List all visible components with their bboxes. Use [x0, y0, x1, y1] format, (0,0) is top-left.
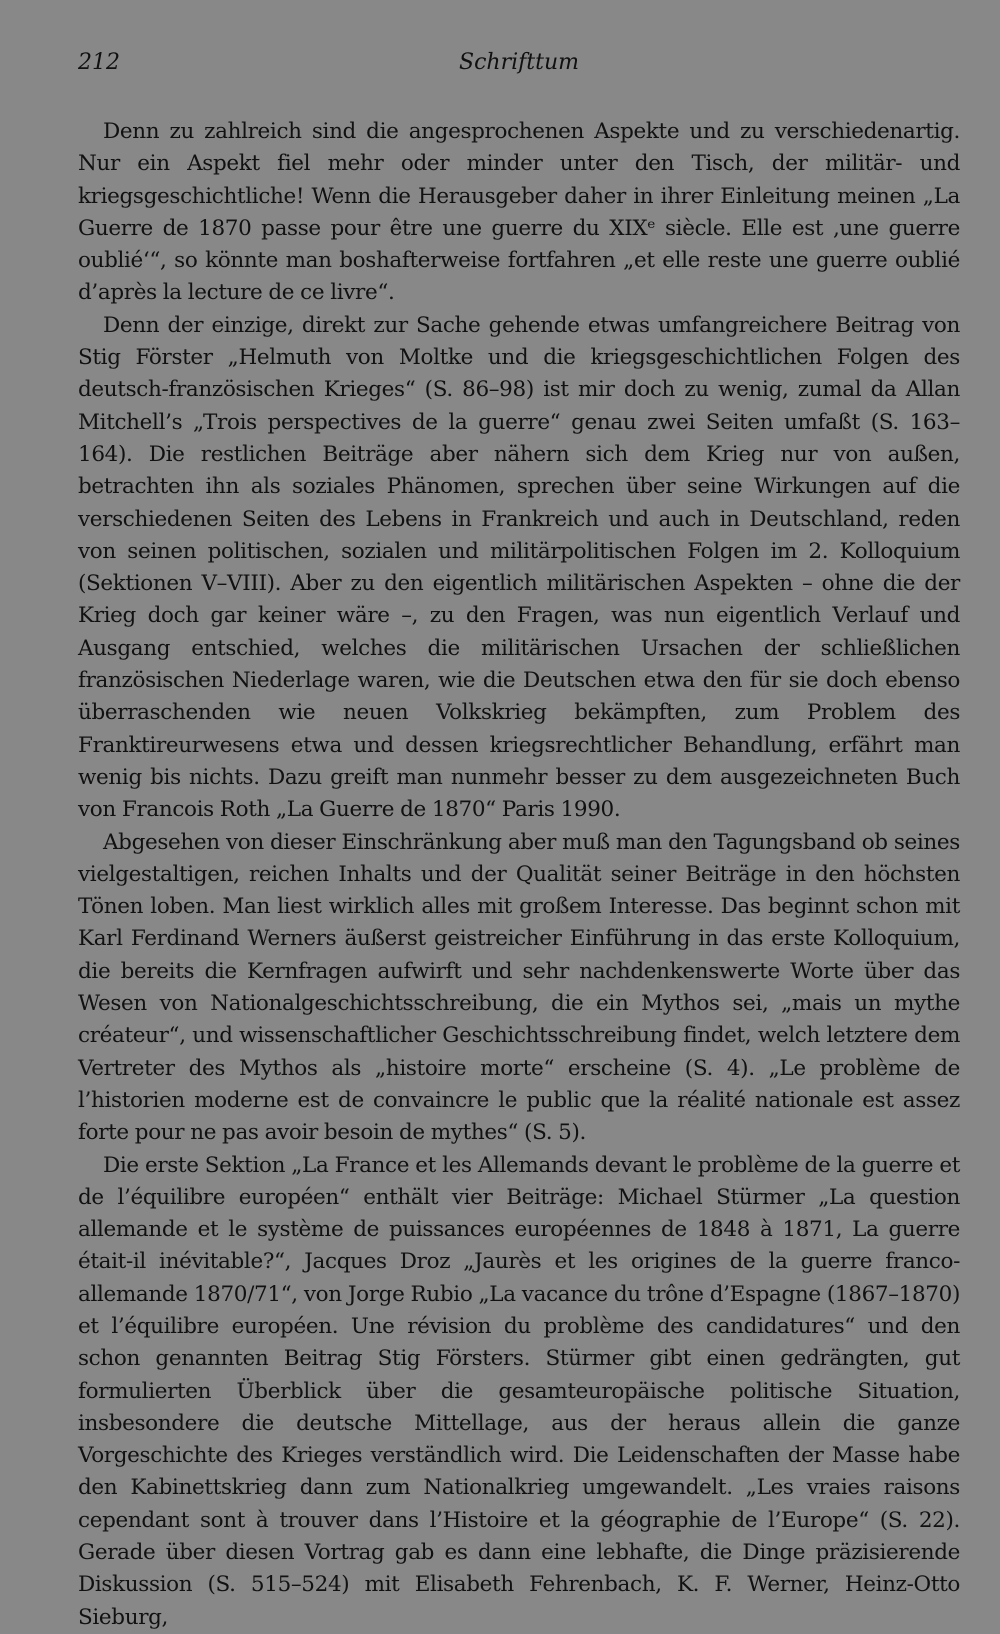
paragraph: Denn der einzige, direkt zur Sache gehende etwas umfangreichere Beitrag von Stig Förster „Helmuth von Moltke und die kriegsgeschichtlichen Folgen des deutsch-französischen Krieges“ (S. 86–98) ist mir doch zu wenig, zumal da Allan Mitchell’s „Trois perspectives de la guerre“ genau zwei Seiten umfaßt (S. 163–164). Die restlichen Beiträge aber nähern sich dem Krieg nur von außen, betrachten ihn als soziales Phänomen, sprechen über seine Wirkungen auf die verschiedenen Seiten des Lebens in Frankreich und auch in Deutschland, reden von seinen politischen, sozialen und militärpolitischen Folgen im 2. Kolloquium (Sektionen V–VIII). Aber zu den eigentlich militärischen Aspekten – ohne die der Krieg doch gar keiner wäre –, zu den Fragen, was nun eigentlich Verlauf und Ausgang entschied, welches die militärischen Ursachen der schließlichen französischen Niederlage waren, wie die Deutschen etwa den für sie doch ebenso überraschenden wie neuen Volkskrieg bekämpften, zum Problem des Franktireurwesens etwa und dessen kriegsrechtlicher Behandlung, erfährt man wenig bis nichts. Dazu greift man nunmehr besser zu dem ausgezeichneten Buch von Francois Roth „La Guerre de 1870“ Paris 1990.: [78, 312, 960, 823]
page-number: 212: [78, 50, 120, 75]
paragraph: Denn zu zahlreich sind die angesprochenen Aspekte und zu verschiedenartig. Nur ein Aspekt fiel mehr oder minder unter den Tisch, der militär- und kriegsgeschichtliche! Wenn die Herausgeber daher in ihrer Einleitung meinen „La Guerre de 1870 passe pour être une guerre du XIXᵉ siècle. Elle est ‚une guerre oublié‘“, so könnte man boshafterweise fortfahren „et elle reste une guerre oublié d’après la lecture de ce livre“.: [78, 119, 960, 306]
paragraph: Abgesehen von dieser Einschränkung aber muß man den Tagungsband ob seines vielgestaltigen, reichen Inhalts und der Qualität seiner Beiträge in den höchsten Tönen loben. Man liest wirklich alles mit großem Interesse. Das beginnt schon mit Karl Ferdinand Werners äußerst geistreicher Einführung in das erste Kolloquium, die bereits die Kernfragen aufwirft und sehr nachdenkenswerte Worte über das Wesen von Nationalgeschichtsschreibung, die ein Mythos sei, „mais un mythe créateur“, und wissenschaftlicher Geschichtsschreibung findet, welch letztere dem Vertreter des Mythos als „histoire morte“ erscheine (S. 4). „Le problème de l’historien moderne est de convaincre le public que la réalité nationale est assez forte pour ne pas avoir besoin de mythes“ (S. 5).: [78, 829, 960, 1146]
page-header: [78, 50, 960, 86]
running-head: Schrifttum: [459, 50, 579, 75]
paragraph: Die erste Sektion „La France et les Allemands devant le problème de la guerre et de l’équilibre européen“ enthält vier Beiträge: Michael Stürmer „La question allemande et le système de puissances européennes de 1848 à 1871, La guerre était-il inévitable?“, Jacques Droz „Jaurès et les origines de la guerre franco-allemande 1870/71“, von Jorge Rubio „La vacance du trône d’Espagne (1867–1870) et l’équilibre européen. Une révision du problème des candidatures“ und den schon genannten Beitrag Stig Försters. Stürmer gibt einen gedrängten, gut formulierten Überblick über die gesamteuropäische politische Situation, insbesondere die deutsche Mittellage, aus der heraus allein die ganze Vorgeschichte des Krieges verständlich wird. Die Leidenschaften der Masse habe den Kabinettskrieg dann zum Nationalkrieg umgewandelt. „Les vraies raisons cependant sont à trouver dans l’Histoire et la géographie de l’Europe“ (S. 22). Gerade über diesen Vortrag gab es dann eine lebhafte, die Dinge präzisierende Diskussion (S. 515–524) mit Elisabeth Fehrenbach, K. F. Werner, Heinz-Otto Sieburg,: [78, 1152, 960, 1630]
body-text: [78, 116, 960, 1634]
book-page: [78, 50, 960, 1634]
